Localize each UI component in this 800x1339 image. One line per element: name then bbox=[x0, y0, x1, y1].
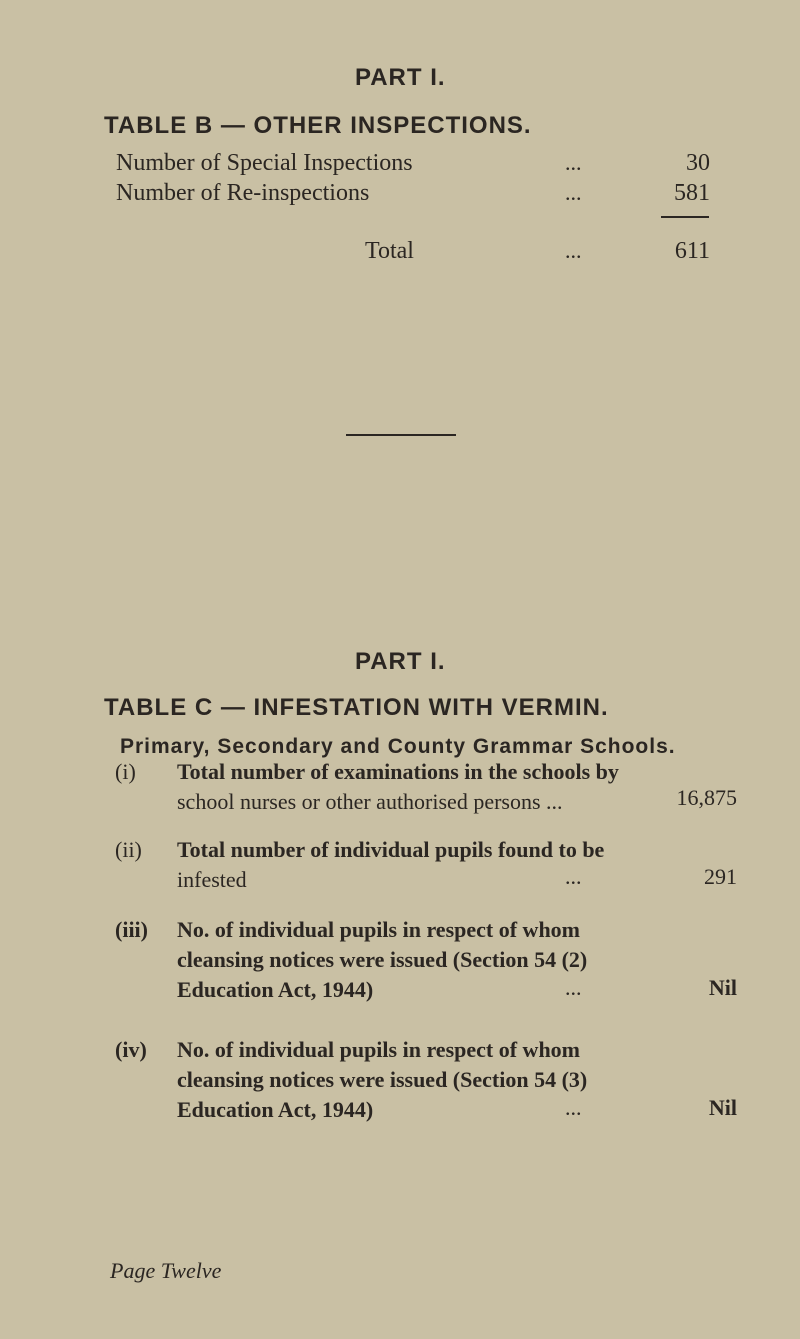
item-text-line: No. of individual pupils in respect of whom bbox=[177, 917, 581, 942]
total-rule bbox=[661, 216, 709, 218]
item-text-line: No. of individual pupils in respect of whom bbox=[177, 1037, 581, 1062]
section-divider bbox=[346, 434, 456, 436]
item-text-line: cleansing notices were issued (Section 54 (2) bbox=[177, 947, 588, 972]
item-text-line: Total number of examinations in the schools by bbox=[177, 759, 619, 784]
item-number: (iv) bbox=[115, 1037, 147, 1062]
item-dots: ... bbox=[565, 975, 582, 1000]
table-b-total-label: Total bbox=[365, 238, 414, 264]
table-b-row-label: Number of Special Inspections bbox=[116, 150, 413, 176]
page-footer: Page Twelve bbox=[110, 1258, 222, 1283]
item-text-line: infested bbox=[177, 867, 247, 892]
table-b-row-value: 30 bbox=[686, 150, 710, 176]
item-text-line: cleansing notices were issued (Section 54 (3) bbox=[177, 1067, 588, 1092]
item-text-line: Total number of individual pupils found to be bbox=[177, 837, 605, 862]
table-c-title: TABLE C — INFESTATION WITH VERMIN. bbox=[104, 694, 609, 721]
item-value: 16,875 bbox=[676, 785, 737, 810]
table-b-total-value: 611 bbox=[674, 238, 710, 264]
table-b-title: TABLE B — OTHER INSPECTIONS. bbox=[104, 112, 532, 139]
table-b-row-dots: ... bbox=[565, 180, 582, 205]
table-b-total-dots: ... bbox=[565, 238, 582, 263]
part-heading-bottom: PART I. bbox=[355, 648, 446, 675]
item-number: (ii) bbox=[115, 837, 142, 862]
part-heading-top: PART I. bbox=[355, 64, 446, 91]
item-text-line: school nurses or other authorised persons ... bbox=[177, 789, 563, 814]
item-number: (iii) bbox=[115, 917, 148, 942]
item-number: (i) bbox=[115, 759, 136, 784]
item-value: 291 bbox=[704, 864, 737, 889]
item-text-line: Education Act, 1944) bbox=[177, 977, 374, 1002]
item-text-line: Education Act, 1944) bbox=[177, 1097, 374, 1122]
table-c-subtitle: Primary, Secondary and County Grammar Schools. bbox=[120, 735, 676, 758]
item-dots: ... bbox=[565, 1095, 582, 1120]
table-b-row-dots: ... bbox=[565, 150, 582, 175]
item-dots: ... bbox=[565, 864, 582, 889]
table-b-row-value: 581 bbox=[674, 180, 710, 206]
item-value: Nil bbox=[708, 975, 737, 1000]
table-b-row-label: Number of Re-inspections bbox=[116, 180, 370, 206]
item-value: Nil bbox=[708, 1095, 737, 1120]
